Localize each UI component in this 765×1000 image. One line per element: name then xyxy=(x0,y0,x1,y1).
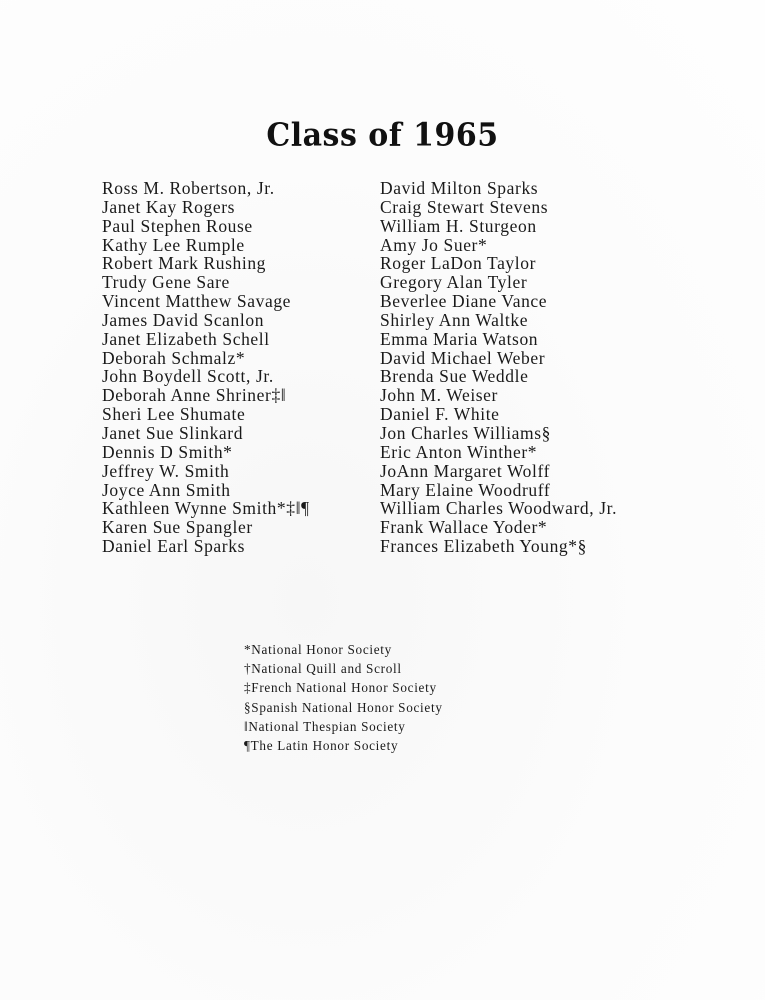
name-entry: Brenda Sue Weddle xyxy=(380,366,529,387)
legend-french-honor-society: ‡French National Honor Society xyxy=(244,680,437,696)
name-entry: Ross M. Robertson, Jr. xyxy=(102,178,275,198)
name-entry: JoAnn Margaret Wolff xyxy=(380,460,551,481)
name-entry: Mary Elaine Woodruff xyxy=(380,479,551,500)
name-entry: Kathy Lee Rumple xyxy=(102,234,245,255)
name-entry: Emma Maria Watson xyxy=(380,328,539,349)
name-entry: Beverlee Diane Vance xyxy=(380,291,548,312)
name-entry: Paul Stephen Rouse xyxy=(102,215,253,236)
name-entry: Daniel Earl Sparks xyxy=(102,536,245,557)
name-entry: Sheri Lee Shumate xyxy=(102,404,246,425)
name-entry: William Charles Woodward, Jr. xyxy=(380,498,618,519)
name-entry: Shirley Ann Waltke xyxy=(380,309,529,330)
name-entry: Robert Mark Rushing xyxy=(102,253,267,274)
name-entry: John M. Weiser xyxy=(380,385,498,406)
name-entry: Karen Sue Spangler xyxy=(102,517,253,538)
name-entry: Daniel F. White xyxy=(380,404,500,425)
name-entry: Gregory Alan Tyler xyxy=(380,272,528,293)
legend-quill-and-scroll: †National Quill and Scroll xyxy=(244,661,402,677)
names-column-right xyxy=(380,179,700,556)
page-title: Class of 1965 xyxy=(266,117,499,154)
name-entry: Deborah Anne Shriner‡‖ xyxy=(102,385,287,406)
name-entry: Kathleen Wynne Smith*‡‖¶ xyxy=(102,498,310,519)
name-entry: Trudy Gene Sare xyxy=(102,272,230,293)
name-entry: Eric Anton Winther* xyxy=(380,441,538,462)
name-entry: James David Scanlon xyxy=(102,309,265,330)
name-entry: Vincent Matthew Savage xyxy=(102,291,292,312)
name-entry: William H. Sturgeon xyxy=(380,215,537,236)
name-entry: John Boydell Scott, Jr. xyxy=(102,366,274,387)
name-entry: Jon Charles Williams§ xyxy=(380,422,552,443)
legend-thespian-society: ‖National Thespian Society xyxy=(244,718,406,734)
name-entry: Janet Elizabeth Schell xyxy=(102,328,270,349)
name-entry: Janet Kay Rogers xyxy=(102,196,236,217)
honor-society-legend xyxy=(244,640,443,755)
name-entry: Frances Elizabeth Young*§ xyxy=(380,536,587,557)
name-entry: Deborah Schmalz* xyxy=(102,347,246,368)
name-entry: Jeffrey W. Smith xyxy=(102,460,230,481)
legend-national-honor-society: *National Honor Society xyxy=(244,642,392,657)
name-entry: David Michael Weber xyxy=(380,347,546,368)
name-entry: Craig Stewart Stevens xyxy=(380,196,549,217)
name-entry: Dennis D Smith* xyxy=(102,441,233,462)
name-entry: Janet Sue Slinkard xyxy=(102,422,244,443)
name-entry: David Milton Sparks xyxy=(380,178,539,198)
name-entry: Roger LaDon Taylor xyxy=(380,253,537,274)
name-entry: Joyce Ann Smith xyxy=(102,479,231,500)
legend-latin-honor-society: ¶The Latin Honor Society xyxy=(244,737,399,753)
name-entry: Amy Jo Suer* xyxy=(380,234,488,255)
legend-spanish-honor-society: §Spanish National Honor Society xyxy=(244,699,443,715)
names-column-left xyxy=(102,179,372,556)
name-entry: Frank Wallace Yoder* xyxy=(380,517,548,538)
